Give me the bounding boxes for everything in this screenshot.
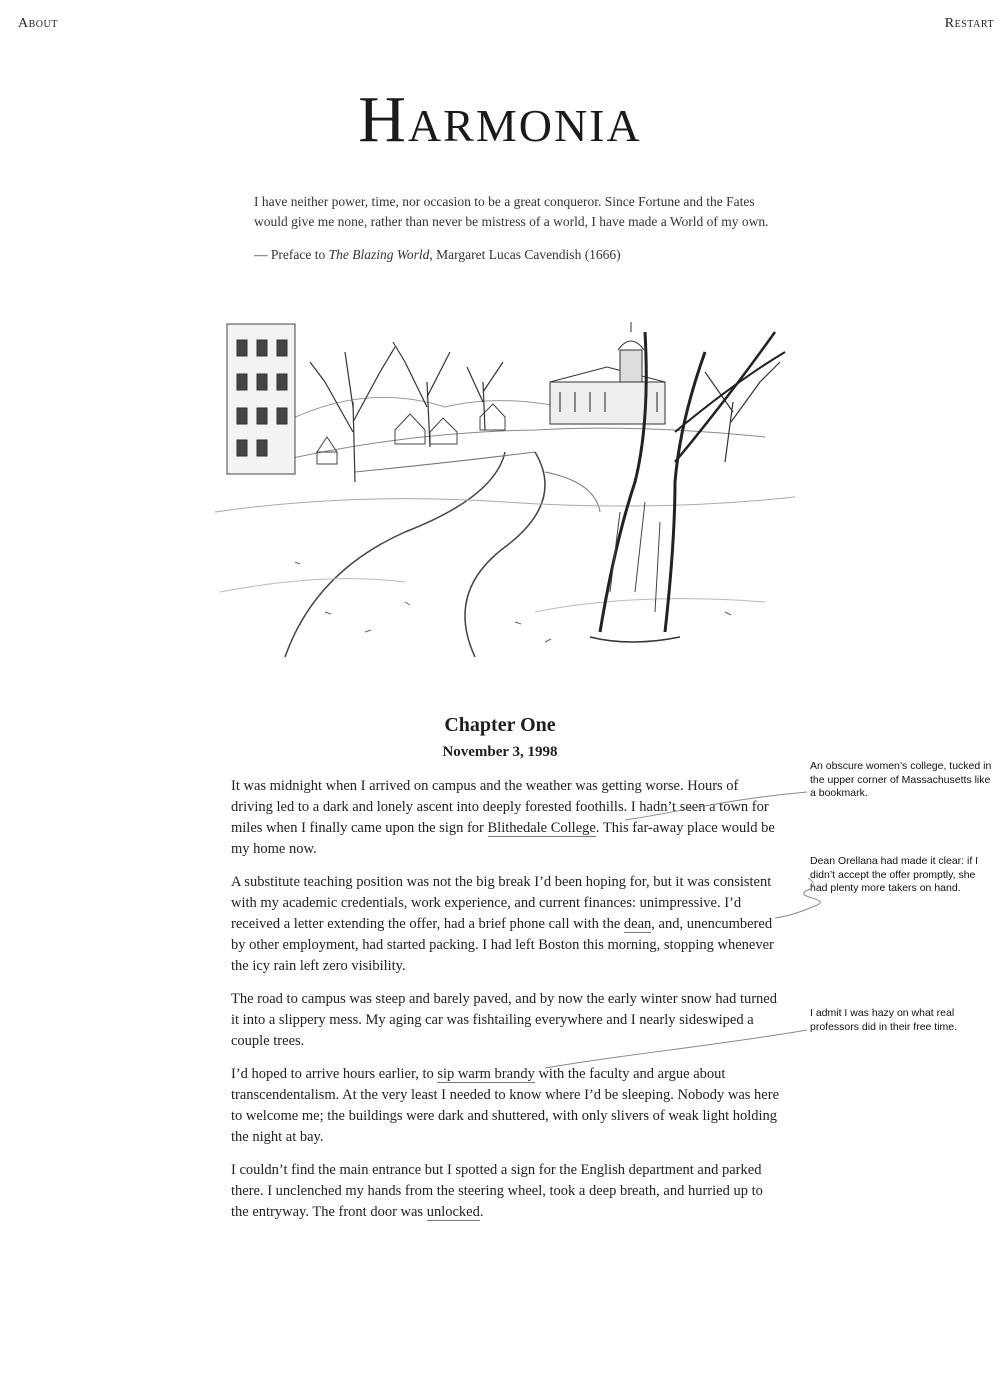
story-paragraph-1: [231, 776, 783, 860]
story-text-run: I’d hoped to arrive hours earlier, to: [231, 1066, 438, 1082]
attribution-prefix: — Preface to: [254, 247, 329, 262]
margin-note-brandy: I admit I was hazy on what real professors did in their free time.: [810, 1007, 958, 1033]
page-title: Harmonia: [358, 83, 642, 156]
story-text-run: . This far-away place would be my home now.: [231, 820, 775, 857]
story-text-run: .: [479, 1204, 484, 1220]
story-text-run: with the faculty and argue about transcendentalism. At the very least I needed to know where I’d be sleeping. Nobody was here to welcome me; the buildings were dark and shuttered, with only slivers of weak light holding the night at bay.: [231, 1066, 780, 1145]
about-link[interactable]: About: [18, 16, 58, 31]
epigraph-attribution: [254, 247, 621, 263]
restart-link[interactable]: Restart: [944, 16, 994, 31]
story-text-run: , and, unencumbered by other employment, had started packing. I had left Boston this morning, stopping whenever the icy rain left zero visibility.: [231, 916, 774, 974]
margin-note-dean: Dean Orellana had made it clear: if I didn’t accept the offer promptly, she had plenty more takers on hand.: [810, 855, 979, 894]
story-paragraph-4: [231, 1064, 783, 1148]
unlocked-link[interactable]: unlocked: [426, 1204, 480, 1220]
story-text: [231, 776, 783, 1235]
dean-link[interactable]: dean: [623, 916, 652, 932]
sip-warm-brandy-link[interactable]: sip warm brandy: [437, 1066, 535, 1082]
story-paragraph-2: [231, 872, 783, 977]
attribution-work: The Blazing World: [328, 247, 430, 262]
campus-illustration: [205, 312, 800, 662]
chapter-date: November 3, 1998: [442, 744, 558, 760]
story-text-run: It was midnight when I arrived on campus and the weather was getting worse. Hours of driving led to a dark and lonely ascent into deeply forested foothills. I hadn’t seen a town for miles when I finally came upon the sign for: [231, 778, 769, 836]
story-paragraph-3: The road to campus was steep and barely paved, and by now the early winter snow had turned it into a slippery mess. My aging car was fishtailing everywhere and I nearly sideswiped a couple trees.: [231, 991, 777, 1049]
attribution-suffix: , Margaret Lucas Cavendish (1666): [429, 247, 621, 262]
story-text-run: I couldn’t find the main entrance but I spotted a sign for the English department and parked there. I unclenched my hands from the steering wheel, took a deep breath, and hurried up to the entryway. The front door was: [231, 1162, 763, 1220]
story-paragraph-5: [231, 1160, 783, 1223]
story-text-run: A substitute teaching position was not the big break I’d been hoping for, but it was consistent with my academic credentials, work experience, and current finances: unimpressive. I’d received a letter extending the offer, had a brief phone call with the: [231, 874, 772, 932]
margin-note-college: An obscure women’s college, tucked in the upper corner of Massachusetts like a bookmark.: [810, 760, 992, 799]
epigraph-quote: I have neither power, time, nor occasion to be a great conqueror. Since Fortune and the Fates would give me none, rather than never be mistress of a world, I have made a World of my own.: [254, 194, 769, 229]
chapter-title: Chapter One: [444, 714, 556, 736]
blithedale-college-link[interactable]: Blithedale College: [487, 820, 596, 836]
